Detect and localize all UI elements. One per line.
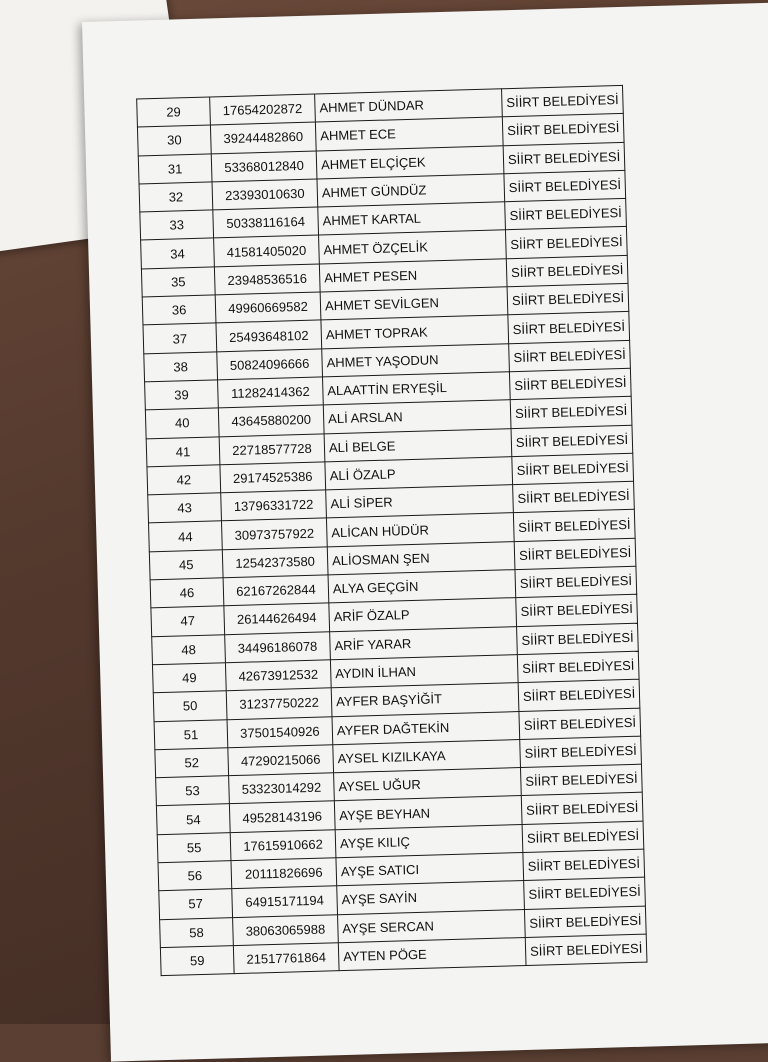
institution-cell: SİİRT BELEDİYESİ (519, 708, 641, 740)
name-cell: ALYA GEÇGİN (328, 570, 516, 604)
institution-cell: SİİRT BELEDİYESİ (518, 679, 640, 711)
row-number-cell: 53 (156, 776, 230, 806)
row-number-cell: 32 (139, 182, 213, 212)
id-number-cell: 20111826696 (231, 858, 337, 889)
row-number-cell: 48 (152, 634, 226, 664)
name-cell: ALİ SİPER (326, 485, 514, 519)
id-number-cell: 37501540926 (227, 716, 333, 747)
row-number-cell: 33 (140, 210, 214, 240)
institution-cell: SİİRT BELEDİYESİ (521, 793, 643, 825)
institution-cell: SİİRT BELEDİYESİ (515, 566, 637, 598)
row-number-cell: 49 (152, 663, 226, 693)
name-cell: ARİF ÖZALP (329, 598, 517, 632)
institution-cell: SİİRT BELEDİYESİ (509, 340, 631, 372)
id-number-cell: 43645880200 (218, 405, 324, 436)
row-number-cell: 54 (156, 804, 230, 834)
row-number-cell: 30 (137, 125, 211, 155)
row-number-cell: 50 (153, 691, 227, 721)
institution-cell: SİİRT BELEDİYESİ (524, 906, 646, 938)
row-number-cell: 38 (144, 352, 218, 382)
row-number-cell: 59 (160, 946, 234, 976)
institution-cell: SİİRT BELEDİYESİ (503, 142, 625, 174)
institution-cell: SİİRT BELEDİYESİ (505, 227, 627, 259)
institution-cell: SİİRT BELEDİYESİ (512, 453, 634, 485)
id-number-cell: 26144626494 (224, 603, 330, 634)
row-number-cell: 46 (150, 578, 224, 608)
name-cell: AHMET YAŞODUN (322, 343, 510, 377)
name-cell: ALİCAN HÜDÜR (326, 513, 514, 547)
name-cell: AYSEL UĞUR (334, 768, 522, 802)
institution-cell: SİİRT BELEDİYESİ (504, 170, 626, 202)
name-cell: AHMET SEVİLGEN (320, 287, 508, 321)
name-cell: ALİ BELGE (324, 428, 512, 462)
institution-cell: SİİRT BELEDİYESİ (511, 425, 633, 457)
name-cell: AYŞE SATICI (336, 853, 524, 887)
institution-cell: SİİRT BELEDİYESİ (523, 849, 645, 881)
id-number-cell: 49528143196 (229, 801, 335, 832)
institution-cell: SİİRT BELEDİYESİ (522, 821, 644, 853)
row-number-cell: 57 (159, 889, 233, 919)
id-number-cell: 47290215066 (228, 745, 334, 776)
institution-cell: SİİRT BELEDİYESİ (505, 199, 627, 231)
id-number-cell: 31237750222 (226, 688, 332, 719)
name-cell: AHMET KARTAL (318, 202, 506, 236)
name-cell: AHMET PESEN (319, 259, 507, 293)
row-number-cell: 58 (160, 917, 234, 947)
row-number-cell: 31 (138, 154, 212, 184)
id-number-cell: 41581405020 (214, 235, 320, 266)
row-number-cell: 37 (143, 323, 217, 353)
id-number-cell: 50824096666 (217, 349, 323, 380)
institution-cell: SİİRT BELEDİYESİ (507, 283, 629, 315)
row-number-cell: 40 (145, 408, 219, 438)
institution-cell: SİİRT BELEDİYESİ (524, 877, 646, 909)
name-cell: AHMET ÖZÇELİK (319, 230, 507, 264)
institution-cell: SİİRT BELEDİYESİ (510, 397, 632, 429)
name-cell: AYDIN İLHAN (330, 655, 518, 689)
id-number-cell: 64915171194 (232, 886, 338, 917)
name-cell: AHMET ELÇİÇEK (316, 145, 504, 179)
row-number-cell: 56 (158, 861, 232, 891)
id-number-cell: 13796331722 (221, 490, 327, 521)
name-cell: AHMET GÜNDÜZ (317, 174, 505, 208)
row-number-cell: 52 (155, 748, 229, 778)
row-number-cell: 51 (154, 719, 228, 749)
institution-cell: SİİRT BELEDİYESİ (514, 538, 636, 570)
id-number-cell: 62167262844 (223, 575, 329, 606)
name-cell: AYTEN PÖGE (338, 937, 526, 971)
name-cell: ALİ ÖZALP (325, 457, 513, 491)
row-number-cell: 43 (148, 493, 222, 523)
row-number-cell: 55 (157, 832, 231, 862)
id-number-cell: 50338116164 (213, 207, 319, 238)
name-cell: ALAATTİN ERYEŞİL (323, 372, 511, 406)
institution-cell: SİİRT BELEDİYESİ (513, 510, 635, 542)
id-number-cell: 38063065988 (233, 914, 339, 945)
institution-cell: SİİRT BELEDİYESİ (516, 595, 638, 627)
id-number-cell: 17615910662 (230, 829, 336, 860)
name-cell: AYŞE SAYİN (337, 881, 525, 915)
document-page (82, 2, 768, 1062)
row-number-cell: 47 (151, 606, 225, 636)
row-number-cell: 41 (146, 436, 220, 466)
row-number-cell: 34 (141, 238, 215, 268)
name-cell: AHMET TOPRAK (321, 315, 509, 349)
name-cell: AYŞE KILIÇ (335, 824, 523, 858)
id-number-cell: 22718577728 (219, 433, 325, 464)
institution-cell: SİİRT BELEDİYESİ (509, 368, 631, 400)
row-number-cell: 39 (145, 380, 219, 410)
name-cell: AHMET DÜNDAR (315, 89, 503, 123)
name-cell: AYSEL KIZILKAYA (333, 739, 521, 773)
name-cell: AHMET ECE (315, 117, 503, 151)
name-cell: AYŞE SERCAN (338, 909, 526, 943)
row-number-cell: 36 (142, 295, 216, 325)
id-number-cell: 21517761864 (233, 943, 339, 974)
id-number-cell: 11282414362 (218, 377, 324, 408)
id-number-cell: 49960669582 (215, 292, 321, 323)
id-number-cell: 25493648102 (216, 320, 322, 351)
id-number-cell: 23393010630 (212, 179, 318, 210)
row-number-cell: 35 (141, 267, 215, 297)
id-number-cell: 30973757922 (221, 518, 327, 549)
id-number-cell: 39244482860 (210, 122, 316, 153)
name-cell: AYFER DAĞTEKİN (332, 711, 520, 745)
name-cell: ARİF YARAR (330, 626, 518, 660)
institution-cell: SİİRT BELEDİYESİ (506, 255, 628, 287)
institution-cell: SİİRT BELEDİYESİ (525, 934, 647, 966)
row-number-cell: 42 (147, 465, 221, 495)
institution-cell: SİİRT BELEDİYESİ (520, 764, 642, 796)
institution-cell: SİİRT BELEDİYESİ (513, 481, 635, 513)
id-number-cell: 42673912532 (225, 660, 331, 691)
row-number-cell: 29 (137, 97, 211, 127)
row-number-cell: 44 (149, 521, 223, 551)
id-number-cell: 34496186078 (225, 631, 331, 662)
id-number-cell: 29174525386 (220, 462, 326, 493)
name-cell: ALİOSMAN ŞEN (327, 541, 515, 575)
institution-cell: SİİRT BELEDİYESİ (517, 651, 639, 683)
id-number-cell: 12542373580 (222, 547, 328, 578)
institution-cell: SİİRT BELEDİYESİ (502, 114, 624, 146)
name-cell: AYŞE BEYHAN (334, 796, 522, 830)
row-number-cell: 45 (149, 550, 223, 580)
institution-cell: SİİRT BELEDİYESİ (520, 736, 642, 768)
personnel-table (136, 85, 648, 976)
table-body (137, 85, 648, 975)
id-number-cell: 23948536516 (214, 264, 320, 295)
id-number-cell: 53323014292 (229, 773, 335, 804)
institution-cell: SİİRT BELEDİYESİ (502, 85, 624, 117)
name-cell: ALİ ARSLAN (323, 400, 511, 434)
institution-cell: SİİRT BELEDİYESİ (517, 623, 639, 655)
id-number-cell: 53368012840 (211, 151, 317, 182)
id-number-cell: 17654202872 (210, 94, 316, 125)
name-cell: AYFER BAŞYİĞİT (331, 683, 519, 717)
institution-cell: SİİRT BELEDİYESİ (508, 312, 630, 344)
